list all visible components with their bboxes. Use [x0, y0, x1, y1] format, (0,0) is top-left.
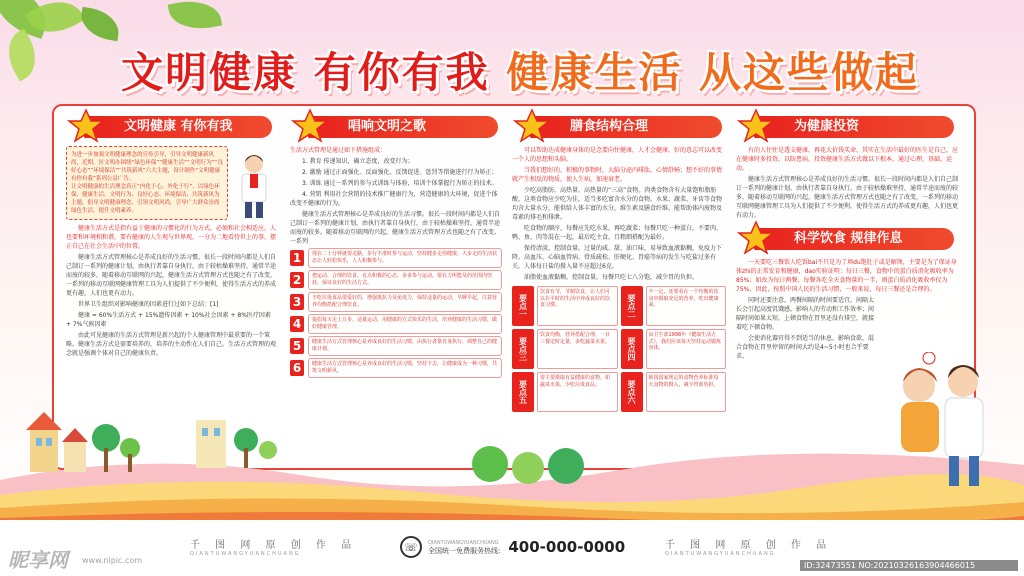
footer-right [665, 536, 832, 557]
paragraph: 4. 营销 利用社会营销的技术推广健康行为，营造健康的大环境，促进个体改变不健康的行为。 [290, 191, 498, 207]
houses-illustration [24, 408, 144, 478]
keypoint-label: 要点三 [512, 329, 534, 369]
paragraph-red: 一天要吃三餐饭人吃饭bai不只是为了填du饱肚子或是解馋，主要是为了保证身体zhi的正常发育和健康，dao实验证明：每日三餐，食物中的蛋白质消化吸收率为85%；如改为每日两餐，每餐各吃全天食物量的一半，则蛋白质消化吸收率仅为75%，因此，按照中国人民的生活习惯，一般来说，每日三餐还是合理的。 [736, 259, 957, 293]
panel-title-text: 为健康投资 [754, 116, 954, 138]
panel-title [66, 112, 276, 140]
item-text: 提倡每天走上万步，适量运动，用健康的方式快乐的生活，培养健康的生活习惯，做好健康管理。 [308, 314, 502, 334]
paragraph: 健康生活方式管理核心是养成良好的生活习惯，很长一段时间内都是人们自己制订一系列的健康计划，由执行者靠自身执行，由于较枯燥难坚持，通常半途而废的较多，随着移动互联网的兴起，健康生活方式管理方式也随之有了改变，一系列的移动互联网健康管理工具为人们提供了不少便利，使得生活方式的养成更有趣，人们也更有动力。 [66, 254, 277, 297]
panel-title [512, 112, 726, 140]
item-number: 1 [290, 250, 304, 266]
watermark-id: ID:32473551 NO:20210326163904466015 [800, 560, 1018, 571]
watermark-url: www.nipic.com [82, 556, 143, 565]
paragraph: 2. 激励 通过正面强化、反面强化、反馈促进、惩罚等措施进行行为矫正； [302, 169, 498, 176]
phone-icon: ☏ [400, 536, 422, 558]
panel-subtitle [736, 224, 958, 252]
item-number: 3 [290, 294, 304, 310]
intro-note [66, 146, 228, 220]
numbered-item [290, 336, 502, 356]
paragraph-red: 可以帮助达成健康身体的是念要向往健康，人才会健康，好的意志可以改变一个人的思想和头脑。 [512, 147, 723, 163]
item-number: 2 [290, 272, 304, 288]
numbered-item [290, 314, 502, 334]
item-number: 5 [290, 338, 304, 354]
numbered-item [290, 270, 502, 290]
nurse-patient-illustration [885, 352, 995, 492]
keypoint-text: 韩国国家规定的食物营养标准每天食物的摄入，减少胃部负担。 [646, 372, 727, 412]
keypoint-text: 饮食均衡，营养搭配合理，一日三餐定时定量，多吃蔬菜水果。 [537, 329, 618, 369]
star-icon [736, 108, 776, 144]
paragraph: 同时还要注意，两餐间隔的时间要适宜，间隔太长会引起高度饥饿感，影响人的劳动和工作效率；间隔时间如果太短，上顿食物在胃里还没有排空，就接着吃下顿食物。 [736, 297, 875, 331]
numbered-item [290, 248, 502, 268]
paragraph: 生活方式管理是通过如下措施组成： [290, 147, 387, 154]
doctor-illustration [234, 152, 274, 220]
paragraph: 由此可见健康的生活方式管理是新兴起的个人健康管理中最重要的一个策略。健康生活方式是需要培养的，培养的主动性在人们自己。生活方式管理的观念就是强调个体对自己的健康负责。 [66, 332, 277, 357]
paragraph: 会使消化器官得不到适当的休息，影响食欲，混合食物在胃里停留的时间大约是4~5小时也合乎要求。 [736, 335, 875, 360]
item-text: 把运动、合理的饮食，有点积极的心态，多多参与运动，要在力所能及的范围内坚持，保证良好的生活方式。 [308, 270, 502, 290]
item-number: 4 [290, 316, 304, 332]
panel-subtitle-text: 科学饮食 规律作息 [754, 228, 954, 250]
keypoint-label: 要点二 [621, 286, 643, 326]
hotline-number: 400-000-0000 [508, 538, 626, 556]
footer-right-text: 千 图 网 原 创 作 品 [665, 540, 833, 551]
keypoint-text: 饮食有节，节制饮食，让人们可以在平时的生活中养成良好的饮食习惯。 [537, 286, 618, 326]
star-icon [290, 108, 330, 144]
panel-title-text: 文明健康 有你有我 [84, 116, 272, 138]
paragraph: 吃食物的顺序，每餐应先吃水果，再吃蔬菜；每餐只吃一种蛋白，不要肉、鸭、鱼、肉等混在一起，最后吃主食，且粗细搭配为最好。 [512, 225, 723, 241]
panel-title [736, 112, 958, 140]
paragraph: 少吃高脂肪、高热量、高热量的“三高”食物。肉类食物含有大量饱和脂肪酸，这类食物应少吃为佳，适当多吃富含水分的食物。水果、蔬菜、牙齿等食物均含大量水分，能供给人体丰富的水分，维生素及膳食纤维，能帮助体内废物及毒素的排毛和排泄。 [512, 187, 723, 221]
headline [60, 40, 980, 100]
footer-left-text: 千 图 网 原 创 作 品 [190, 540, 358, 551]
trees-illustration [470, 440, 590, 490]
keypoint-text: 不一定，还要看在一个均衡的饮食中摄取充足的营养，吃出健康来。 [646, 286, 727, 326]
item-text: 不吃垃圾食品要爱好的，增强抵抗力及免疫力，保持适量的运动，早睡早起，注意营养均衡搭配合理饮食。 [308, 292, 502, 312]
paragraph: 世界卫生组织对影响健康的因素进行过如下总结：[1] [78, 301, 219, 308]
note-text: 为进一步加强文明健康理念的宣传引导，引导文明健康新风尚，近期，区文明办围绕“绿色环保”“健康生活”“文明行为”“良好心态”“环境保洁”“共筑新风”六大主题，设计制作“文明健康 有你有我”系列公益广告。 [71, 152, 223, 182]
buildings-illustration [190, 410, 280, 470]
paragraph: 保持清淡，控制食量。过量的咸、甜、油口味，易导致血液黏稠，免疫力下降。高血压、心脑血管病、骨质疏松、肝硬化、胃癌等病的发生与吃盐过多有关。人体每日盐的摄入量不应超过6克。 [512, 245, 723, 270]
hotline-label-block [428, 539, 500, 555]
paragraph-red: 当我们想好的、积极的事物时，大脑分泌内啡肽，心情舒畅；想不好的事情就产生相反的物质，使人生病，加速衰老。 [512, 167, 723, 183]
star-icon [66, 108, 106, 144]
headline-part1: 文明健康 有你有我 [121, 48, 490, 97]
panel-2 [290, 112, 502, 462]
paragraph: 健康 = 60%生活方式 + 15%遗传因素 + 10%社会因素 + 8%医疗因素 + 7%气候因素 [66, 312, 271, 328]
numbered-item [290, 358, 502, 378]
leaf-decoration [78, 7, 122, 42]
headline-part2: 健康生活 从这些做起 [506, 48, 919, 97]
hotline [400, 536, 625, 558]
keypoint-label: 要点五 [512, 372, 534, 412]
paragraph: 3. 训练 通过一系列的参与式训练与体验，培训个体掌握行为矫正的技术。 [302, 180, 498, 187]
panel-title-text: 膳食结构合理 [530, 116, 722, 138]
watermark-logo: 昵享网 [8, 548, 68, 572]
paragraph: 油脂使血液黏稠，控制食量，每餐只吃七八分饱，减少胃的负担。 [524, 274, 699, 281]
star-icon [736, 220, 776, 256]
star-icon [512, 108, 552, 144]
hotline-top: QIANTUWANGYUANCHUANG [428, 540, 499, 546]
keypoint-grid [512, 286, 726, 412]
item-text: 现在二十分钟就要走路，步行不准时参与运动，坚持健步走你健康，大步走的生活状态让人轻松快乐，人人积极参与。 [308, 248, 502, 268]
hotline-label: 全国统一免费服务热线: [428, 547, 501, 555]
keypoint-label: 要点一 [512, 286, 534, 326]
keypoint-text: 要主要摄取有益健康的食物，如蔬菜水果，少吃垃圾食品。 [537, 372, 618, 412]
paragraph-red: 健康生活方式是指有益于健康的习惯化的行为方式。必须和社会相适应，人也要和环境相和谐，要有健康的人生观与世界观，一分为二地看待世上的事，摆正自己在社会生活中的位置。 [66, 225, 277, 250]
keypoint-label: 要点四 [621, 329, 643, 369]
panel-title-text: 唱响文明之歌 [308, 116, 498, 138]
paragraph: 健康生活方式管理核心是养成良好的生活习惯。很长一段时间内都是人们自己制订一系列的健康计划，由执行者靠自身执行，由于较枯燥难坚持，通常半途而废的较多，随着移动互联网的兴起，健康生活方式管理方式也随之有了改变，一系列的移动互联网健康管理工具为人们提供了不少便利，使得生活方式的养成更有趣，人们也更有动力。 [736, 176, 959, 219]
numbered-item [290, 292, 502, 312]
paragraph: 1. 教育 传递知识，确立态度，改变行为； [302, 158, 414, 165]
panel-3 [512, 112, 726, 462]
keypoint-label: 要点六 [621, 372, 643, 412]
paragraph: 健康生活方式管理核心是养成良好的生活习惯。很长一段时间内都是人们自己制订一系列的健康计划，由执行者靠自身执行，由于较枯燥难坚持，通常半途而废的较多。随着移动互联网的兴起，健康生活方式管理方式也随之有了改变。一系列 [290, 211, 501, 245]
item-text: 健康生活方式管理核心是养成良好的生活习惯，由执行者靠自身执行，调整自己的健康计划。 [308, 336, 502, 356]
footer-right-en: QIANTUWANGYUANCHUANG [665, 551, 776, 557]
item-number: 6 [290, 360, 304, 376]
leaf-decoration [168, 0, 222, 34]
footer-left-en: QIANTUWANGYUANCHUANG [190, 551, 301, 557]
keypoint-text: 由卫生部1998年《健康生活方式》，我们应该每天坚持运动锻炼身体。 [646, 329, 727, 369]
footer-left [190, 536, 357, 557]
note-text: 让文明健康的生活理念真正“内化于心，外化于行”，以绿色环保、健康生活、文明行为、良好心态、环境保洁、共筑新风为主题，倡导文明健康理念，引领文明风尚，引导广大群众崇尚绿色生活，提升文明素养。 [71, 184, 220, 214]
item-text: 健康生活方式管理核心是养成良好的生活习惯，坚持下去，让健康成为一种习惯，共筑文明新风。 [308, 358, 502, 378]
panel-title [290, 112, 502, 140]
paragraph-red: 有的人往往是透支健康，再花大价钱买命。其实在生活中最好的医生是自己，应在健康时多投资，以防患病。投资健康生活方式做以下根本，通过心理、基础、运动。 [736, 147, 959, 172]
